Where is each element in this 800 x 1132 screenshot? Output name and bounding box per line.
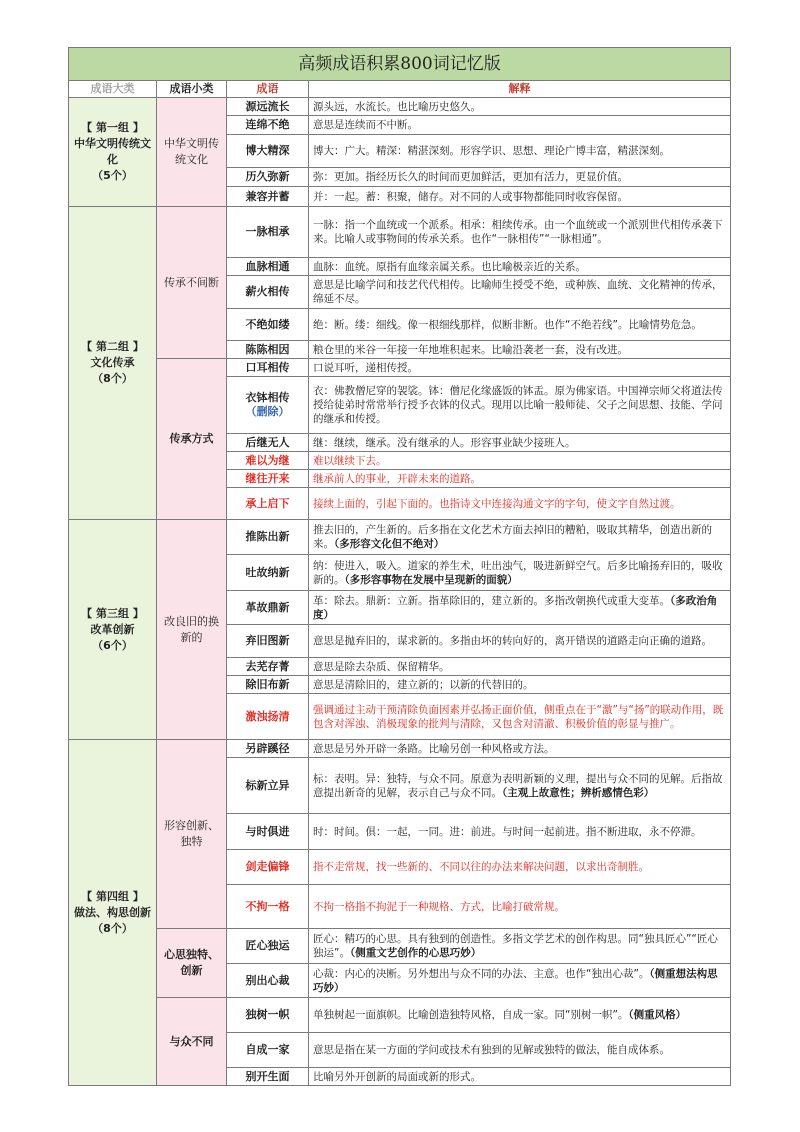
- idiom-cell: 另辟蹊径: [227, 740, 309, 758]
- idiom-cell: 不绝如缕: [227, 309, 309, 341]
- group-count: （6个）: [92, 638, 133, 652]
- usage-tag: （主观上故意性；辨析感情色彩）: [502, 786, 655, 799]
- idiom-cell: 激浊扬清: [227, 694, 309, 740]
- group-name: 中华文明传统文化: [74, 137, 151, 166]
- table-row: [69, 740, 731, 758]
- explanation-cell: [309, 964, 731, 998]
- explanation-cell: 意思是另外开辟一条路。比喻另创一种风格或方法。: [309, 740, 731, 758]
- group-cell-4: [69, 740, 157, 1086]
- group-cell-2: [69, 207, 157, 520]
- usage-tag: （侧重风格）: [628, 1009, 687, 1021]
- group-count: （8个）: [92, 921, 133, 935]
- idiom-cell: 兼容并蓄: [227, 187, 309, 207]
- explanation-cell: 绝：断。缕：细线。像一根细线那样，似断非断。也作“不绝若线”。比喻情势危急。: [309, 309, 731, 341]
- idiom-cell: 别开生面: [227, 1068, 309, 1086]
- explanation-cell: 一脉：指一个血统或一个派系。相承：相续传承。由一个血统或一个派别世代相传承袭下来。比喻人或事物间的传承关系。也作“一脉相传”“一脉相通”。: [309, 207, 731, 258]
- idiom-cell: 剑走偏锋: [227, 850, 309, 885]
- explanation-cell: 意思是连续而不中断。: [309, 116, 731, 135]
- explanation-cell: 意思是除去杂质、保留精华。: [309, 658, 731, 676]
- subgroup-cell: 形容创新、独特: [157, 740, 227, 929]
- usage-tag: （多形容文化但不绝对）: [334, 538, 445, 550]
- table-row: [69, 98, 731, 116]
- group-name: 改革创新: [90, 622, 135, 636]
- explanation-cell: 弥：更加。指经历长久的时间而更加鲜活，更加有活力，更显价值。: [309, 168, 731, 187]
- idiom-cell: 革故鼎新: [227, 591, 309, 625]
- idiom-cell: 匠心独运: [227, 929, 309, 964]
- table-row: [69, 359, 731, 377]
- group-name: 做法、构思创新: [74, 905, 151, 919]
- usage-tag: （侧重文艺创作的心思巧妙）: [349, 947, 482, 959]
- explanation-text: 心裁：内心的决断。另外想出与众不同的办法、主意。也作“独出心裁”。: [313, 967, 650, 980]
- idiom-cell: 去芜存菁: [227, 658, 309, 676]
- idiom-cell: 推陈出新: [227, 520, 309, 555]
- idiom-cell: [227, 377, 309, 434]
- table-row: [69, 998, 731, 1033]
- explanation-cell: 衣：佛教僧尼穿的袈裟。钵：僧尼化缘盛饭的钵盂。原为佛家语。中国禅宗师父将道法传授给徒弟时常常举行授予衣钵的仪式。现用以比喻一般师徒、父子之间思想、技能、学问的继承和传授。: [309, 377, 731, 434]
- idiom-cell: 后继无人: [227, 434, 309, 452]
- group-count: （5个）: [92, 169, 133, 182]
- explanation-cell: 粮仓里的米谷一年接一年地堆积起来。比喻沿袭老一套，没有改进。: [309, 341, 731, 359]
- explanation-cell: [309, 555, 731, 591]
- subgroup-cell: 中华文明传统文化: [157, 98, 227, 207]
- explanation-cell: [309, 929, 731, 964]
- idiom-cell: 标新立异: [227, 758, 309, 814]
- idiom-cell: 连绵不绝: [227, 116, 309, 135]
- header-row: [69, 81, 731, 98]
- idiom-cell: 血脉相通: [227, 258, 309, 276]
- explanation-text: 标：表明。异：独特，与众不同。原意为表明新颖的义理，提出与众不同的见解。后指故意提出新奇的见解，表示自己与众不同。: [313, 772, 723, 799]
- table-row: [69, 929, 731, 964]
- usage-tag: （侧重想法构思巧妙）: [313, 967, 718, 994]
- idiom-cell: 口耳相传: [227, 359, 309, 377]
- idiom-cell: 历久弥新: [227, 168, 309, 187]
- delete-note: （删除）: [245, 405, 290, 418]
- idiom-cell: 陈陈相因: [227, 341, 309, 359]
- idiom-cell: 自成一家: [227, 1033, 309, 1068]
- idiom-cell: 一脉相承: [227, 207, 309, 258]
- explanation-text: 革：除去。鼎新：立新。指革除旧的，建立新的。多指改朝换代或重大变革。: [313, 594, 670, 607]
- explanation-cell: [309, 758, 731, 814]
- explanation-cell: 难以继续下去。: [309, 452, 731, 470]
- idiom-cell: 源远流长: [227, 98, 309, 116]
- idiom-cell: 别出心裁: [227, 964, 309, 998]
- idiom-cell: 不拘一格: [227, 885, 309, 929]
- explanation-text: 纳：使进入，吸入。道家的养生术，吐出浊气，吸进新鲜空气。后多比喻扬弃旧的，吸收新的。: [313, 559, 723, 586]
- explanation-text: 推去旧的，产生新的。后多指在文化艺术方面去掉旧的糟粕，吸取其精华，创造出新的来。: [313, 524, 712, 550]
- group-label: 【 第一组 】: [81, 121, 144, 134]
- group-count: （8个）: [92, 372, 133, 385]
- group-name: 文化传承: [90, 356, 135, 369]
- explanation-text: 单独树起一面旗帜。比喻创造独特风格，自成一家。同“别树一帜”。: [313, 1009, 629, 1021]
- idiom-cell: 承上启下: [227, 488, 309, 520]
- subgroup-cell: 传承不间断: [157, 207, 227, 359]
- table-row: [69, 520, 731, 555]
- subgroup-cell: 传承方式: [157, 359, 227, 520]
- explanation-cell: 继：继续，继承。没有继承的人。形容事业缺少接班人。: [309, 434, 731, 452]
- idiom-cell: 继往开来: [227, 470, 309, 488]
- idiom-cell: 博大精深: [227, 135, 309, 168]
- table-row: [69, 207, 731, 258]
- subgroup-cell: 与众不同: [157, 998, 227, 1086]
- usage-tag: （多形容事物在发展中呈现新的面貌）: [344, 573, 518, 586]
- idiom-text: 衣钵相传: [245, 391, 290, 404]
- explanation-cell: [309, 591, 731, 625]
- explanation-cell: 意思是抛弃旧的，谋求新的。多指由坏的转向好的，离开错误的道路走向正确的道路。: [309, 625, 731, 658]
- idiom-cell: 薪火相传: [227, 276, 309, 309]
- explanation-cell: 不拘一格指不拘泥于一种规格、方式，比喻打破常规。: [309, 885, 731, 929]
- explanation-cell: 接续上面的，引起下面的。也指诗文中连接沟通文字的字句，使文字自然过渡。: [309, 488, 731, 520]
- header-minor: 成语小类: [157, 81, 227, 98]
- idiom-table: [68, 47, 731, 1086]
- explanation-cell: 源头远，水流长。也比喻历史悠久。: [309, 98, 731, 116]
- explanation-cell: 博大：广大。精深：精湛深刻。形容学识、思想、理论广博丰富，精湛深刻。: [309, 135, 731, 168]
- idiom-cell: 弃旧图新: [227, 625, 309, 658]
- group-label: 【 第二组 】: [81, 340, 144, 353]
- idiom-cell: 与时俱进: [227, 814, 309, 850]
- subgroup-cell: 改良旧的换新的: [157, 520, 227, 740]
- explanation-cell: 意思是比喻学问和技艺代代相传。比喻师生授受不绝，或种族、血统、文化精神的传承，绵延不尽。: [309, 276, 731, 309]
- explanation-cell: 血脉：血统。原指有血缘亲属关系。也比喻极亲近的关系。: [309, 258, 731, 276]
- explanation-cell: 继承前人的事业，开辟未来的道路。: [309, 470, 731, 488]
- explanation-cell: 并：一起。蓄：积聚，储存。对不同的人或事物都能同时收容保留。: [309, 187, 731, 207]
- header-explanation: 解释: [309, 81, 731, 98]
- idiom-cell: 除旧布新: [227, 676, 309, 694]
- explanation-text: 匠心：精巧的心思。具有独到的创造性。多指文学艺术的创作构思。同“独具匠心”“匠心独运”。: [313, 933, 718, 959]
- group-label: 【 第三组 】: [81, 606, 144, 620]
- idiom-cell: 独树一帜: [227, 998, 309, 1033]
- page-title: 高频成语积累800词记忆版: [69, 48, 731, 81]
- usage-tag: （多政治角度）: [313, 594, 718, 621]
- explanation-cell: 意思是清除旧的，建立新的；以新的代替旧的。: [309, 676, 731, 694]
- explanation-cell: 比喻另外开创新的局面或新的形式。: [309, 1068, 731, 1086]
- idiom-cell: 吐故纳新: [227, 555, 309, 591]
- group-cell-3: [69, 520, 157, 740]
- explanation-cell: 意思是指在某一方面的学问或技术有独到的见解或独特的做法，能自成体系。: [309, 1033, 731, 1068]
- explanation-cell: 指不走常规，找一些新的、不同以往的办法来解决问题，以求出奇制胜。: [309, 850, 731, 885]
- header-idiom: 成语: [227, 81, 309, 98]
- explanation-cell: [309, 998, 731, 1033]
- group-label: 【 第四组 】: [81, 889, 144, 903]
- group-cell-1: [69, 98, 157, 207]
- explanation-cell: [309, 520, 731, 555]
- subgroup-cell: 心思独特、创新: [157, 929, 227, 998]
- explanation-cell: 时：时间。俱：一起，一同。进：前进。与时间一起前进。指不断进取，永不停滞。: [309, 814, 731, 850]
- header-major: 成语大类: [69, 81, 157, 98]
- explanation-cell: 强调通过主动干预清除负面因素并弘扬正面价值，侧重点在于“激”与“扬”的联动作用，既包含对浑浊、消极现象的批判与清除，又包含对清澈、积极价值的彰显与推广。: [309, 694, 731, 740]
- explanation-cell: 口说耳听，递相传授。: [309, 359, 731, 377]
- idiom-cell: 难以为继: [227, 452, 309, 470]
